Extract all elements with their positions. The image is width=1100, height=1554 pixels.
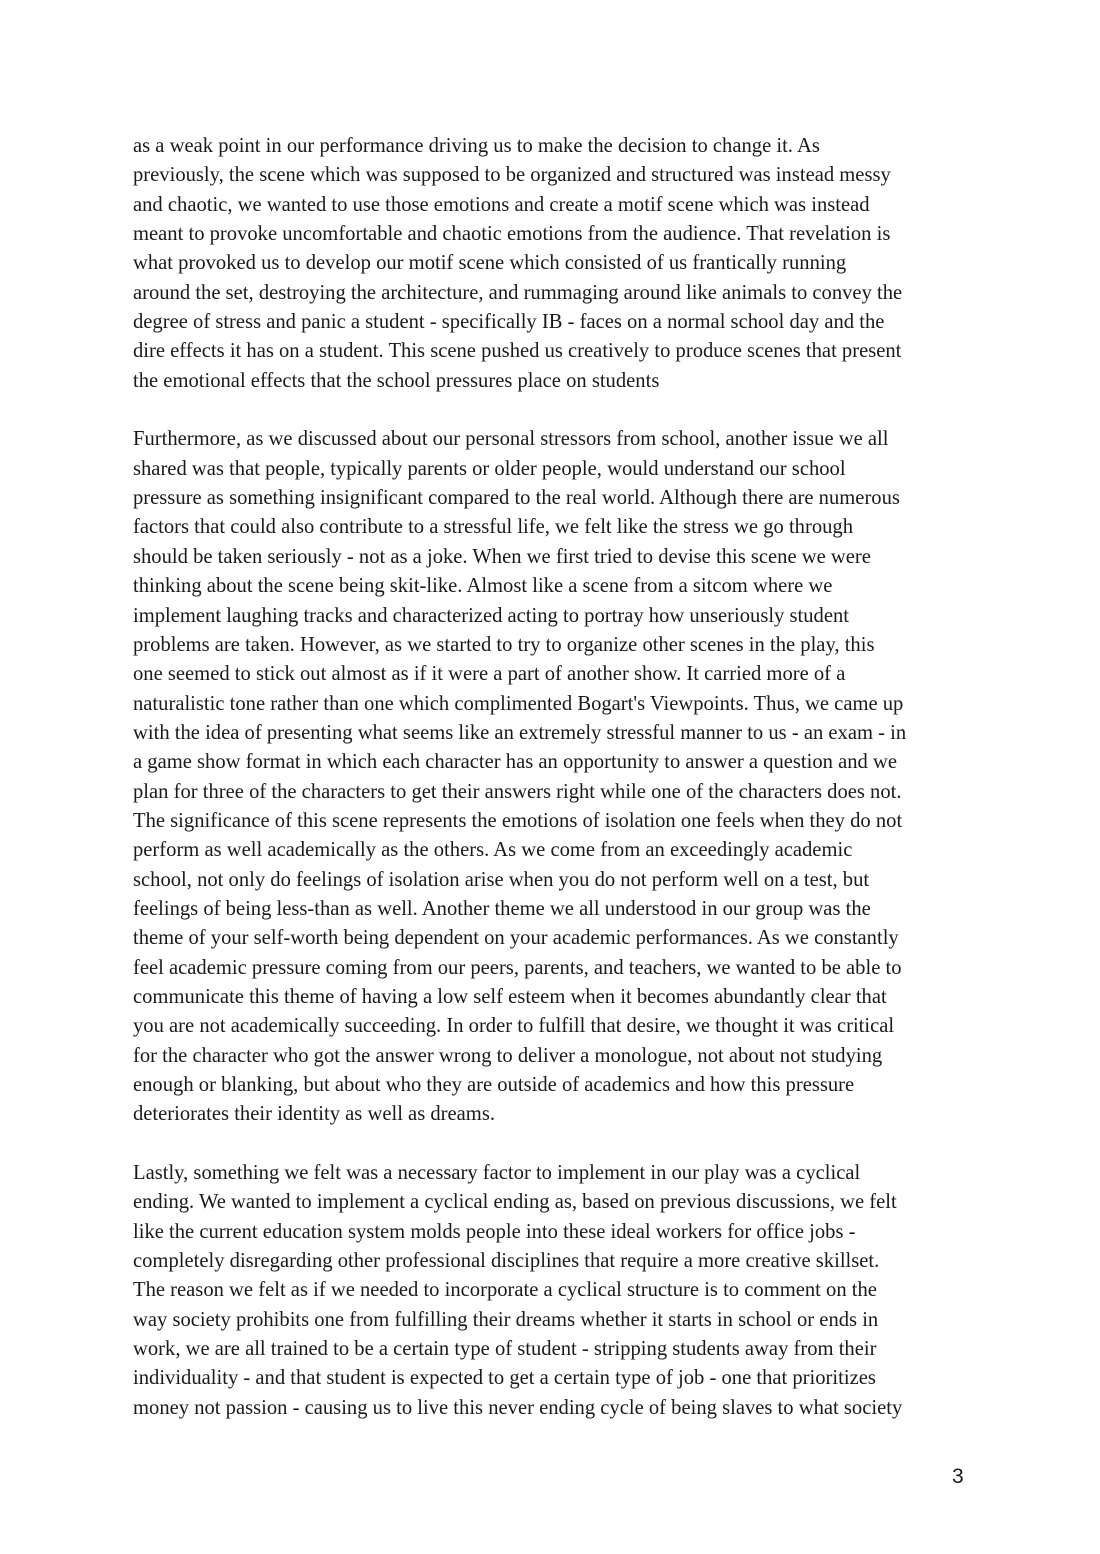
text-line: around the set, destroying the architecture, and rummaging around like animals to convey the: [133, 281, 903, 304]
text-line: feel academic pressure coming from our peers, parents, and teachers, we wanted to be able to: [133, 956, 902, 979]
text-line: school, not only do feelings of isolation arise when you do not perform well on a test, but: [133, 868, 870, 891]
paragraph-3: [133, 1159, 975, 1423]
text-line: money not passion - causing us to live this never ending cycle of being slaves to what society: [133, 1396, 903, 1419]
text-line: one seemed to stick out almost as if it were a part of another show. It carried more of a: [133, 663, 846, 686]
text-line: dire effects it has on a student. This scene pushed us creatively to produce scenes that present: [133, 340, 902, 363]
text-line: ending. We wanted to implement a cyclical ending as, based on previous discussions, we felt: [133, 1191, 897, 1214]
text-line: way society prohibits one from fulfilling their dreams whether it starts in school or ends in: [133, 1308, 879, 1331]
text-line: completely disregarding other professional disciplines that require a more creative skillset.: [133, 1250, 880, 1273]
text-line: Lastly, something we felt was a necessary factor to implement in our play was a cyclical: [133, 1162, 861, 1185]
text-line: should be taken seriously - not as a joke. When we first tried to devise this scene we were: [133, 545, 871, 568]
text-line: implement laughing tracks and characterized acting to portray how unseriously student: [133, 604, 849, 627]
text-line: The reason we felt as if we needed to incorporate a cyclical structure is to comment on the: [133, 1279, 877, 1302]
text-line: what provoked us to develop our motif scene which consisted of us frantically running: [133, 252, 847, 275]
text-line: pressure as something insignificant compared to the real world. Although there are numerous: [133, 487, 900, 510]
text-line: factors that could also contribute to a stressful life, we felt like the stress we go through: [133, 516, 854, 539]
paragraph-2: [133, 425, 975, 1129]
text-line: thinking about the scene being skit-like. Almost like a scene from a sitcom where we: [133, 575, 833, 598]
text-line: a game show format in which each character has an opportunity to answer a question and we: [133, 751, 897, 774]
text-line: individuality - and that student is expected to get a certain type of job - one that prioritizes: [133, 1367, 876, 1390]
text-line: plan for three of the characters to get their answers right while one of the characters does not.: [133, 780, 902, 803]
text-line: you are not academically succeeding. In order to fulfill that desire, we thought it was critical: [133, 1015, 895, 1038]
text-line: degree of stress and panic a student - specifically IB - faces on a normal school day and the: [133, 311, 885, 334]
text-line: and chaotic, we wanted to use those emotions and create a motif scene which was instead: [133, 193, 870, 216]
text-line: previously, the scene which was supposed to be organized and structured was instead messy: [133, 164, 891, 187]
text-line: deteriorates their identity as well as dreams.: [133, 1103, 495, 1126]
paragraph-1: [133, 132, 975, 396]
text-line: naturalistic tone rather than one which complimented Bogart's Viewpoints. Thus, we came up: [133, 692, 904, 715]
paragraph-gap: [133, 396, 975, 425]
text-line: problems are taken. However, as we started to try to organize other scenes in the play, this: [133, 633, 875, 656]
text-line: meant to provoke uncomfortable and chaotic emotions from the audience. That revelation is: [133, 223, 891, 246]
text-line: for the character who got the answer wrong to deliver a monologue, not about not studying: [133, 1044, 883, 1067]
text-line: shared was that people, typically parents or older people, would understand our school: [133, 457, 846, 480]
text-line: The significance of this scene represents the emotions of isolation one feels when they do not: [133, 809, 903, 832]
page-number: 3: [952, 1465, 964, 1488]
text-line: enough or blanking, but about who they are outside of academics and how this pressure: [133, 1074, 855, 1096]
text-line: feelings of being less-than as well. Another theme we all understood in our group was the: [133, 897, 871, 920]
text-line: as a weak point in our performance driving us to make the decision to change it. As: [133, 135, 820, 157]
text-line: like the current education system molds people into these ideal workers for office jobs -: [133, 1220, 856, 1243]
text-line: Furthermore, as we discussed about our personal stressors from school, another issue we all: [133, 428, 889, 451]
text-line: theme of your self-worth being dependent on your academic performances. As we constantly: [133, 927, 899, 950]
paragraph-gap: [133, 1130, 975, 1159]
text-line: with the idea of presenting what seems like an extremely stressful manner to us - an exam - in: [133, 721, 907, 744]
text-line: communicate this theme of having a low self esteem when it becomes abundantly clear that: [133, 985, 887, 1008]
text-line: work, we are all trained to be a certain type of student - stripping students away from their: [133, 1338, 877, 1361]
text-line: the emotional effects that the school pressures place on students: [133, 369, 660, 392]
text-line: perform as well academically as the others. As we come from an exceedingly academic: [133, 839, 853, 862]
body-text: [133, 132, 975, 1423]
